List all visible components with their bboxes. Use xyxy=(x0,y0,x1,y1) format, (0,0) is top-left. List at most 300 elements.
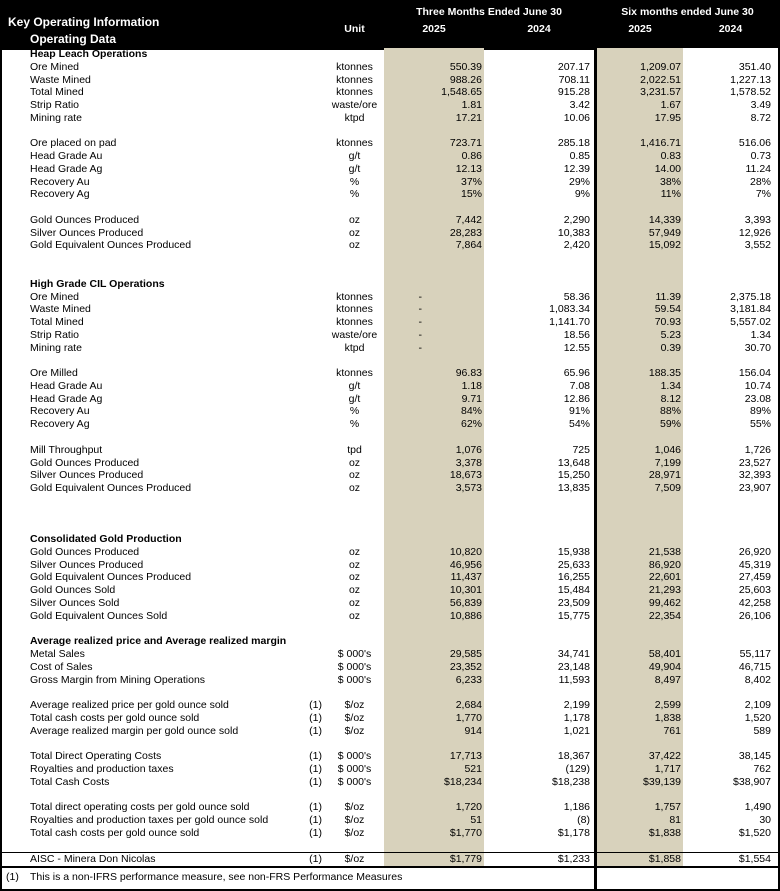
value-h1-2025: 22,601 xyxy=(648,571,681,584)
spacer-row xyxy=(2,737,778,750)
unit-cell: waste/ore xyxy=(331,99,378,112)
unit-cell: oz xyxy=(348,584,361,597)
value-q2-2025: 914 xyxy=(464,724,482,737)
unit-cell: ktonnes xyxy=(336,86,373,99)
row-label: Strip Ratio xyxy=(30,99,80,112)
footnote-ref xyxy=(300,150,325,163)
value-q2-2024: 10,383 xyxy=(557,226,590,239)
unit-cell: oz xyxy=(348,558,361,571)
row-label: Average realized price per gold ounce sold xyxy=(30,699,229,712)
value-h1-2025: 5.23 xyxy=(660,328,681,341)
value-q2-2024: (129) xyxy=(565,762,590,775)
value-q2-2025: 51 xyxy=(470,813,482,826)
unit-cell: ktonnes xyxy=(336,367,373,380)
spacer-row xyxy=(2,354,778,367)
row-label: Recovery Ag xyxy=(30,188,90,201)
value-h1-2025: 99,462 xyxy=(648,596,681,609)
row-label: AISC - Minera Don Nicolas xyxy=(30,853,156,866)
row-label: Silver Ounces Sold xyxy=(30,596,120,609)
footnote-ref xyxy=(300,137,325,150)
value-h1-2024: 12,926 xyxy=(738,226,771,239)
section-header-row xyxy=(2,533,778,546)
footnote-ref xyxy=(300,546,325,559)
value-q2-2024: 207.17 xyxy=(557,60,590,73)
row-label: Gold Equivalent Ounces Produced xyxy=(30,239,192,252)
table-row xyxy=(2,163,778,176)
value-q2-2024: 15,938 xyxy=(557,545,590,558)
value-h1-2024: 3,393 xyxy=(744,213,771,226)
footnote-ref xyxy=(300,176,325,189)
value-q2-2024: 2,290 xyxy=(563,213,590,226)
value-h1-2025: 7,509 xyxy=(654,482,681,495)
unit-cell: g/t xyxy=(348,392,361,405)
unit-cell: oz xyxy=(348,571,361,584)
value-q2-2025: $1,779 xyxy=(449,853,482,866)
row-label: Gold Ounces Produced xyxy=(30,213,140,226)
value-h1-2025: 14,339 xyxy=(648,213,681,226)
value-h1-2025: 3,231.57 xyxy=(640,86,681,99)
value-q2-2025: 96.83 xyxy=(455,367,482,380)
footnote-ref: (1) xyxy=(309,826,322,839)
footnote-ref xyxy=(300,674,325,687)
table-row xyxy=(2,99,778,112)
value-q2-2025: 2,684 xyxy=(455,699,482,712)
section-header-row xyxy=(2,635,778,648)
unit-cell: % xyxy=(349,188,360,201)
value-q2-2025: 1,076 xyxy=(455,443,482,456)
value-q2-2025: 521 xyxy=(464,762,482,775)
footnote-marker: (1) xyxy=(6,871,19,883)
row-label: Gold Equivalent Ounces Produced xyxy=(30,571,192,584)
value-h1-2024: 23,527 xyxy=(738,456,771,469)
table-row xyxy=(2,597,778,610)
column-header-2024-q: 2024 xyxy=(527,23,551,35)
table-row xyxy=(2,112,778,125)
footnote-ref xyxy=(300,584,325,597)
value-q2-2024: 65.96 xyxy=(563,367,590,380)
unit-cell: oz xyxy=(348,239,361,252)
table-row xyxy=(2,316,778,329)
value-h1-2024: $1,554 xyxy=(738,853,771,866)
value-q2-2025: 84% xyxy=(460,405,482,418)
value-q2-2025: - xyxy=(418,328,422,341)
value-q2-2025: 9.71 xyxy=(461,392,482,405)
row-label: Recovery Au xyxy=(30,405,90,418)
value-h1-2024: 27,459 xyxy=(738,571,771,584)
value-q2-2024: 2,420 xyxy=(563,239,590,252)
table-row xyxy=(2,380,778,393)
value-q2-2024: 1,186 xyxy=(563,801,590,814)
value-h1-2024: 46,715 xyxy=(738,660,771,673)
column-header-2024-h: 2024 xyxy=(718,23,743,35)
unit-cell: % xyxy=(349,418,360,431)
table-row xyxy=(2,852,778,865)
value-h1-2024: 42,258 xyxy=(738,596,771,609)
value-q2-2025: 10,820 xyxy=(449,545,482,558)
value-h1-2024: 1.34 xyxy=(750,328,771,341)
table-row xyxy=(2,405,778,418)
footnote-ref xyxy=(300,610,325,623)
value-h1-2025: 8,497 xyxy=(654,673,681,686)
value-q2-2025: $18,234 xyxy=(444,775,482,788)
value-q2-2024: 9% xyxy=(574,188,590,201)
table-row xyxy=(2,176,778,189)
value-h1-2024: 3,181.84 xyxy=(730,303,771,316)
value-h1-2024: 1,520 xyxy=(744,711,771,724)
value-h1-2024: 11.24 xyxy=(745,162,771,175)
value-q2-2024: 23,509 xyxy=(557,596,590,609)
column-group-three-months: Three Months Ended June 30 xyxy=(416,6,562,18)
value-h1-2024: 30.70 xyxy=(744,341,771,354)
value-q2-2024: 18.56 xyxy=(563,328,590,341)
value-h1-2024: 89% xyxy=(749,405,771,418)
unit-cell: oz xyxy=(348,609,361,622)
column-group-six-months: Six months ended June 30 xyxy=(621,6,754,18)
spacer-row xyxy=(2,686,778,699)
value-q2-2025: 11,437 xyxy=(450,571,482,584)
value-q2-2025: 10,301 xyxy=(449,584,482,597)
value-q2-2024: 18,367 xyxy=(557,750,590,763)
value-h1-2024: 28% xyxy=(749,175,771,188)
value-h1-2025: 86,920 xyxy=(648,558,681,571)
spacer-row xyxy=(2,431,778,444)
section-title: High Grade CIL Operations xyxy=(30,277,165,290)
value-h1-2025: 1,209.07 xyxy=(640,60,681,73)
value-q2-2025: 15% xyxy=(460,188,482,201)
value-h1-2024: 26,920 xyxy=(738,545,771,558)
value-q2-2025: 7,864 xyxy=(455,239,482,252)
table-row xyxy=(2,329,778,342)
value-h1-2024: 1,578.52 xyxy=(730,86,771,99)
footnote-ref xyxy=(300,444,325,457)
value-q2-2025: 6,233 xyxy=(455,673,482,686)
value-q2-2024: 23,148 xyxy=(557,660,590,673)
value-q2-2024: 54% xyxy=(568,418,590,431)
value-h1-2025: $39,139 xyxy=(643,775,681,788)
row-label: Waste Mined xyxy=(30,73,91,86)
value-q2-2025: - xyxy=(418,290,422,303)
unit-cell: $/oz xyxy=(344,711,365,724)
footnote-ref xyxy=(300,227,325,240)
value-q2-2025: 17,713 xyxy=(449,750,482,763)
row-label: Ore Milled xyxy=(30,367,78,380)
value-h1-2025: 17.95 xyxy=(654,111,681,124)
unit-cell: ktonnes xyxy=(336,60,373,73)
unit-cell: $ 000's xyxy=(337,775,372,788)
unit-cell: oz xyxy=(348,213,361,226)
column-header-unit: Unit xyxy=(344,23,365,35)
table-row xyxy=(2,559,778,572)
footnote-ref xyxy=(300,571,325,584)
unit-cell: oz xyxy=(348,469,361,482)
unit-cell: waste/ore xyxy=(331,328,378,341)
value-h1-2025: 38% xyxy=(659,175,681,188)
footnote-ref: (1) xyxy=(309,801,322,814)
value-h1-2024: 589 xyxy=(753,724,771,737)
page-title: Key Operating Information xyxy=(8,15,160,29)
value-h1-2025: 15,092 xyxy=(648,239,681,252)
value-h1-2025: 28,971 xyxy=(648,469,681,482)
table-row xyxy=(2,584,778,597)
value-q2-2024: (8) xyxy=(577,813,590,826)
table-row xyxy=(2,393,778,406)
value-h1-2025: 57,949 xyxy=(648,226,681,239)
value-q2-2024: 7.08 xyxy=(569,379,590,392)
footnote-ref xyxy=(300,316,325,329)
value-q2-2024: $1,233 xyxy=(557,853,590,866)
table-row xyxy=(2,661,778,674)
value-q2-2024: 13,648 xyxy=(557,456,590,469)
value-h1-2024: 25,603 xyxy=(738,584,771,597)
value-h1-2025: 37,422 xyxy=(648,750,681,763)
value-h1-2025: $1,858 xyxy=(648,853,681,866)
value-h1-2025: 1,717 xyxy=(654,762,681,775)
row-label: Strip Ratio xyxy=(30,328,80,341)
table-row xyxy=(2,150,778,163)
value-h1-2025: 188.35 xyxy=(648,367,681,380)
table-row xyxy=(2,214,778,227)
value-h1-2024: 10.74 xyxy=(744,379,771,392)
footnote-ref: (1) xyxy=(309,724,322,737)
footnote-ref: (1) xyxy=(309,813,322,826)
value-h1-2024: 55% xyxy=(749,418,771,431)
section-title: Average realized price and Average realized margin xyxy=(30,635,287,648)
footnote-ref xyxy=(300,457,325,470)
table-row xyxy=(2,188,778,201)
unit-cell: g/t xyxy=(348,150,361,163)
column-header-2025-q: 2025 xyxy=(422,23,446,35)
value-h1-2024: 1,227.13 xyxy=(730,73,771,86)
value-q2-2024: 15,775 xyxy=(557,609,590,622)
value-q2-2025: 18,673 xyxy=(449,469,482,482)
value-q2-2024: 58.36 xyxy=(563,290,590,303)
value-h1-2024: 2,109 xyxy=(744,699,771,712)
value-q2-2025: 1,720 xyxy=(455,801,482,814)
row-label: Silver Ounces Produced xyxy=(30,226,144,239)
value-h1-2025: 70.93 xyxy=(654,316,681,329)
table-row xyxy=(2,712,778,725)
footnote-ref xyxy=(300,405,325,418)
value-q2-2025: 550.39 xyxy=(449,60,482,73)
footnote-ref xyxy=(300,163,325,176)
table-body xyxy=(2,48,778,865)
table-row xyxy=(2,444,778,457)
unit-cell: oz xyxy=(348,456,361,469)
value-q2-2025: 37% xyxy=(460,175,482,188)
table-row xyxy=(2,776,778,789)
value-h1-2025: 2,599 xyxy=(654,699,681,712)
row-label: Metal Sales xyxy=(30,647,85,660)
table-row xyxy=(2,827,778,840)
value-q2-2025: 29,585 xyxy=(449,647,482,660)
value-h1-2024: 351.40 xyxy=(738,60,771,73)
value-h1-2024: 1,490 xyxy=(744,801,771,814)
value-q2-2025: $1,770 xyxy=(449,826,482,839)
value-h1-2024: 26,106 xyxy=(738,609,771,622)
footnote-ref xyxy=(300,342,325,355)
spacer-row xyxy=(2,125,778,138)
value-q2-2024: 29% xyxy=(568,175,590,188)
value-q2-2025: - xyxy=(418,341,422,354)
unit-cell: g/t xyxy=(348,379,361,392)
value-q2-2024: 91% xyxy=(568,405,590,418)
unit-cell: $/oz xyxy=(344,699,365,712)
value-q2-2024: 725 xyxy=(572,443,590,456)
row-label: Total cash costs per gold ounce sold xyxy=(30,711,200,724)
footnote-ref xyxy=(300,74,325,87)
value-h1-2025: 0.39 xyxy=(660,341,681,354)
spacer-row xyxy=(2,622,778,635)
footnote-ref xyxy=(300,482,325,495)
value-h1-2025: 7,199 xyxy=(654,456,681,469)
footnote-ref xyxy=(300,86,325,99)
footnote-ref xyxy=(300,469,325,482)
value-q2-2024: 1,083.34 xyxy=(549,303,590,316)
table-row xyxy=(2,367,778,380)
value-q2-2024: 1,141.70 xyxy=(549,316,590,329)
row-label: Total Mined xyxy=(30,316,84,329)
value-h1-2025: 1,757 xyxy=(654,801,681,814)
value-h1-2024: 3.49 xyxy=(750,99,771,112)
value-q2-2025: 988.26 xyxy=(449,73,482,86)
table-row xyxy=(2,482,778,495)
unit-cell: oz xyxy=(348,482,361,495)
unit-cell: ktpd xyxy=(344,341,365,354)
table-row xyxy=(2,227,778,240)
row-label: Total cash costs per gold ounce sold xyxy=(30,826,200,839)
column-header-2025-h: 2025 xyxy=(628,23,652,35)
value-q2-2024: 13,835 xyxy=(557,482,590,495)
unit-cell: oz xyxy=(348,226,361,239)
unit-cell: % xyxy=(349,175,360,188)
unit-cell: ktonnes xyxy=(336,316,373,329)
table-row xyxy=(2,61,778,74)
value-h1-2024: 30 xyxy=(759,813,771,826)
unit-cell: ktonnes xyxy=(336,303,373,316)
value-q2-2025: 723.71 xyxy=(449,137,482,150)
table-row xyxy=(2,342,778,355)
value-h1-2024: 38,145 xyxy=(738,750,771,763)
row-label: Head Grade Ag xyxy=(30,162,103,175)
value-h1-2024: 45,319 xyxy=(738,558,771,571)
row-label: Total Cash Costs xyxy=(30,775,110,788)
value-q2-2024: 1,178 xyxy=(563,711,590,724)
unit-cell: $/oz xyxy=(344,826,365,839)
unit-cell: $ 000's xyxy=(337,673,372,686)
unit-cell: ktpd xyxy=(344,111,365,124)
row-label: Total Direct Operating Costs xyxy=(30,750,162,763)
footnote-ref: (1) xyxy=(309,762,322,775)
table-row xyxy=(2,137,778,150)
table-row xyxy=(2,571,778,584)
value-h1-2025: 59.54 xyxy=(654,303,681,316)
spacer-row xyxy=(2,839,778,852)
value-q2-2024: 1,021 xyxy=(563,724,590,737)
footnote-ref xyxy=(300,418,325,431)
value-q2-2025: 46,956 xyxy=(449,558,482,571)
value-q2-2024: 15,250 xyxy=(557,469,590,482)
unit-cell: $/oz xyxy=(344,813,365,826)
unit-cell: $/oz xyxy=(344,724,365,737)
footnote-ref: (1) xyxy=(309,699,322,712)
value-h1-2024: 23.08 xyxy=(744,392,771,405)
value-h1-2025: 21,293 xyxy=(648,584,681,597)
value-h1-2024: 5,557.02 xyxy=(730,316,771,329)
value-q2-2024: 0.85 xyxy=(569,150,590,163)
value-h1-2024: 8,402 xyxy=(744,673,771,686)
unit-cell: ktonnes xyxy=(336,137,373,150)
row-label: Gold Equivalent Ounces Sold xyxy=(30,609,168,622)
value-h1-2025: 11.39 xyxy=(655,290,681,303)
unit-cell: $/oz xyxy=(344,801,365,814)
value-h1-2025: 2,022.51 xyxy=(640,73,681,86)
table-row xyxy=(2,801,778,814)
unit-cell: g/t xyxy=(348,162,361,175)
footnote-ref xyxy=(300,291,325,304)
value-h1-2025: 761 xyxy=(663,724,681,737)
unit-cell: ktonnes xyxy=(336,73,373,86)
unit-cell: $ 000's xyxy=(337,750,372,763)
table-border-left xyxy=(0,0,2,891)
unit-cell: tpd xyxy=(347,443,362,456)
table-row xyxy=(2,457,778,470)
value-h1-2025: 22,354 xyxy=(648,609,681,622)
unit-cell: $ 000's xyxy=(337,762,372,775)
value-h1-2024: $38,907 xyxy=(733,775,771,788)
value-h1-2024: 3,552 xyxy=(744,239,771,252)
value-q2-2025: - xyxy=(418,303,422,316)
row-label: Ore Mined xyxy=(30,290,80,303)
row-label: Head Grade Ag xyxy=(30,392,103,405)
footnote-ref xyxy=(300,99,325,112)
footnote-divider xyxy=(0,866,780,868)
value-q2-2025: 1,548.65 xyxy=(441,86,482,99)
value-q2-2025: 12.13 xyxy=(455,162,482,175)
row-label: Average realized margin per gold ounce sold xyxy=(30,724,239,737)
section-header-row xyxy=(2,278,778,291)
section-title: Consolidated Gold Production xyxy=(30,533,182,546)
value-h1-2024: 55,117 xyxy=(739,647,771,660)
value-q2-2024: 12.86 xyxy=(563,392,590,405)
value-q2-2025: 62% xyxy=(460,418,482,431)
table-row xyxy=(2,610,778,623)
row-label: Royalties and production taxes per gold ounce sold xyxy=(30,813,269,826)
footnote-ref xyxy=(300,661,325,674)
value-h1-2025: 1,416.71 xyxy=(640,137,681,150)
value-q2-2025: 23,352 xyxy=(449,660,482,673)
value-q2-2024: 285.18 xyxy=(557,137,590,150)
value-h1-2024: 7% xyxy=(755,188,771,201)
footnote-ref: (1) xyxy=(309,750,322,763)
row-label: Silver Ounces Produced xyxy=(30,558,144,571)
table-row xyxy=(2,648,778,661)
spacer-row xyxy=(2,520,778,533)
value-h1-2025: 1,838 xyxy=(654,711,681,724)
value-q2-2024: 3.42 xyxy=(569,99,590,112)
value-q2-2025: 1.81 xyxy=(461,99,482,112)
value-q2-2025: 3,378 xyxy=(455,456,482,469)
footnote-ref xyxy=(300,559,325,572)
value-q2-2024: 12.55 xyxy=(563,341,590,354)
row-label: Waste Mined xyxy=(30,303,91,316)
value-h1-2025: 1,046 xyxy=(654,443,681,456)
row-label: Total direct operating costs per gold ounce sold xyxy=(30,801,250,814)
row-label: Mining rate xyxy=(30,111,82,124)
table-row xyxy=(2,674,778,687)
unit-cell: oz xyxy=(348,545,361,558)
table-row xyxy=(2,546,778,559)
value-q2-2025: 28,283 xyxy=(449,226,482,239)
